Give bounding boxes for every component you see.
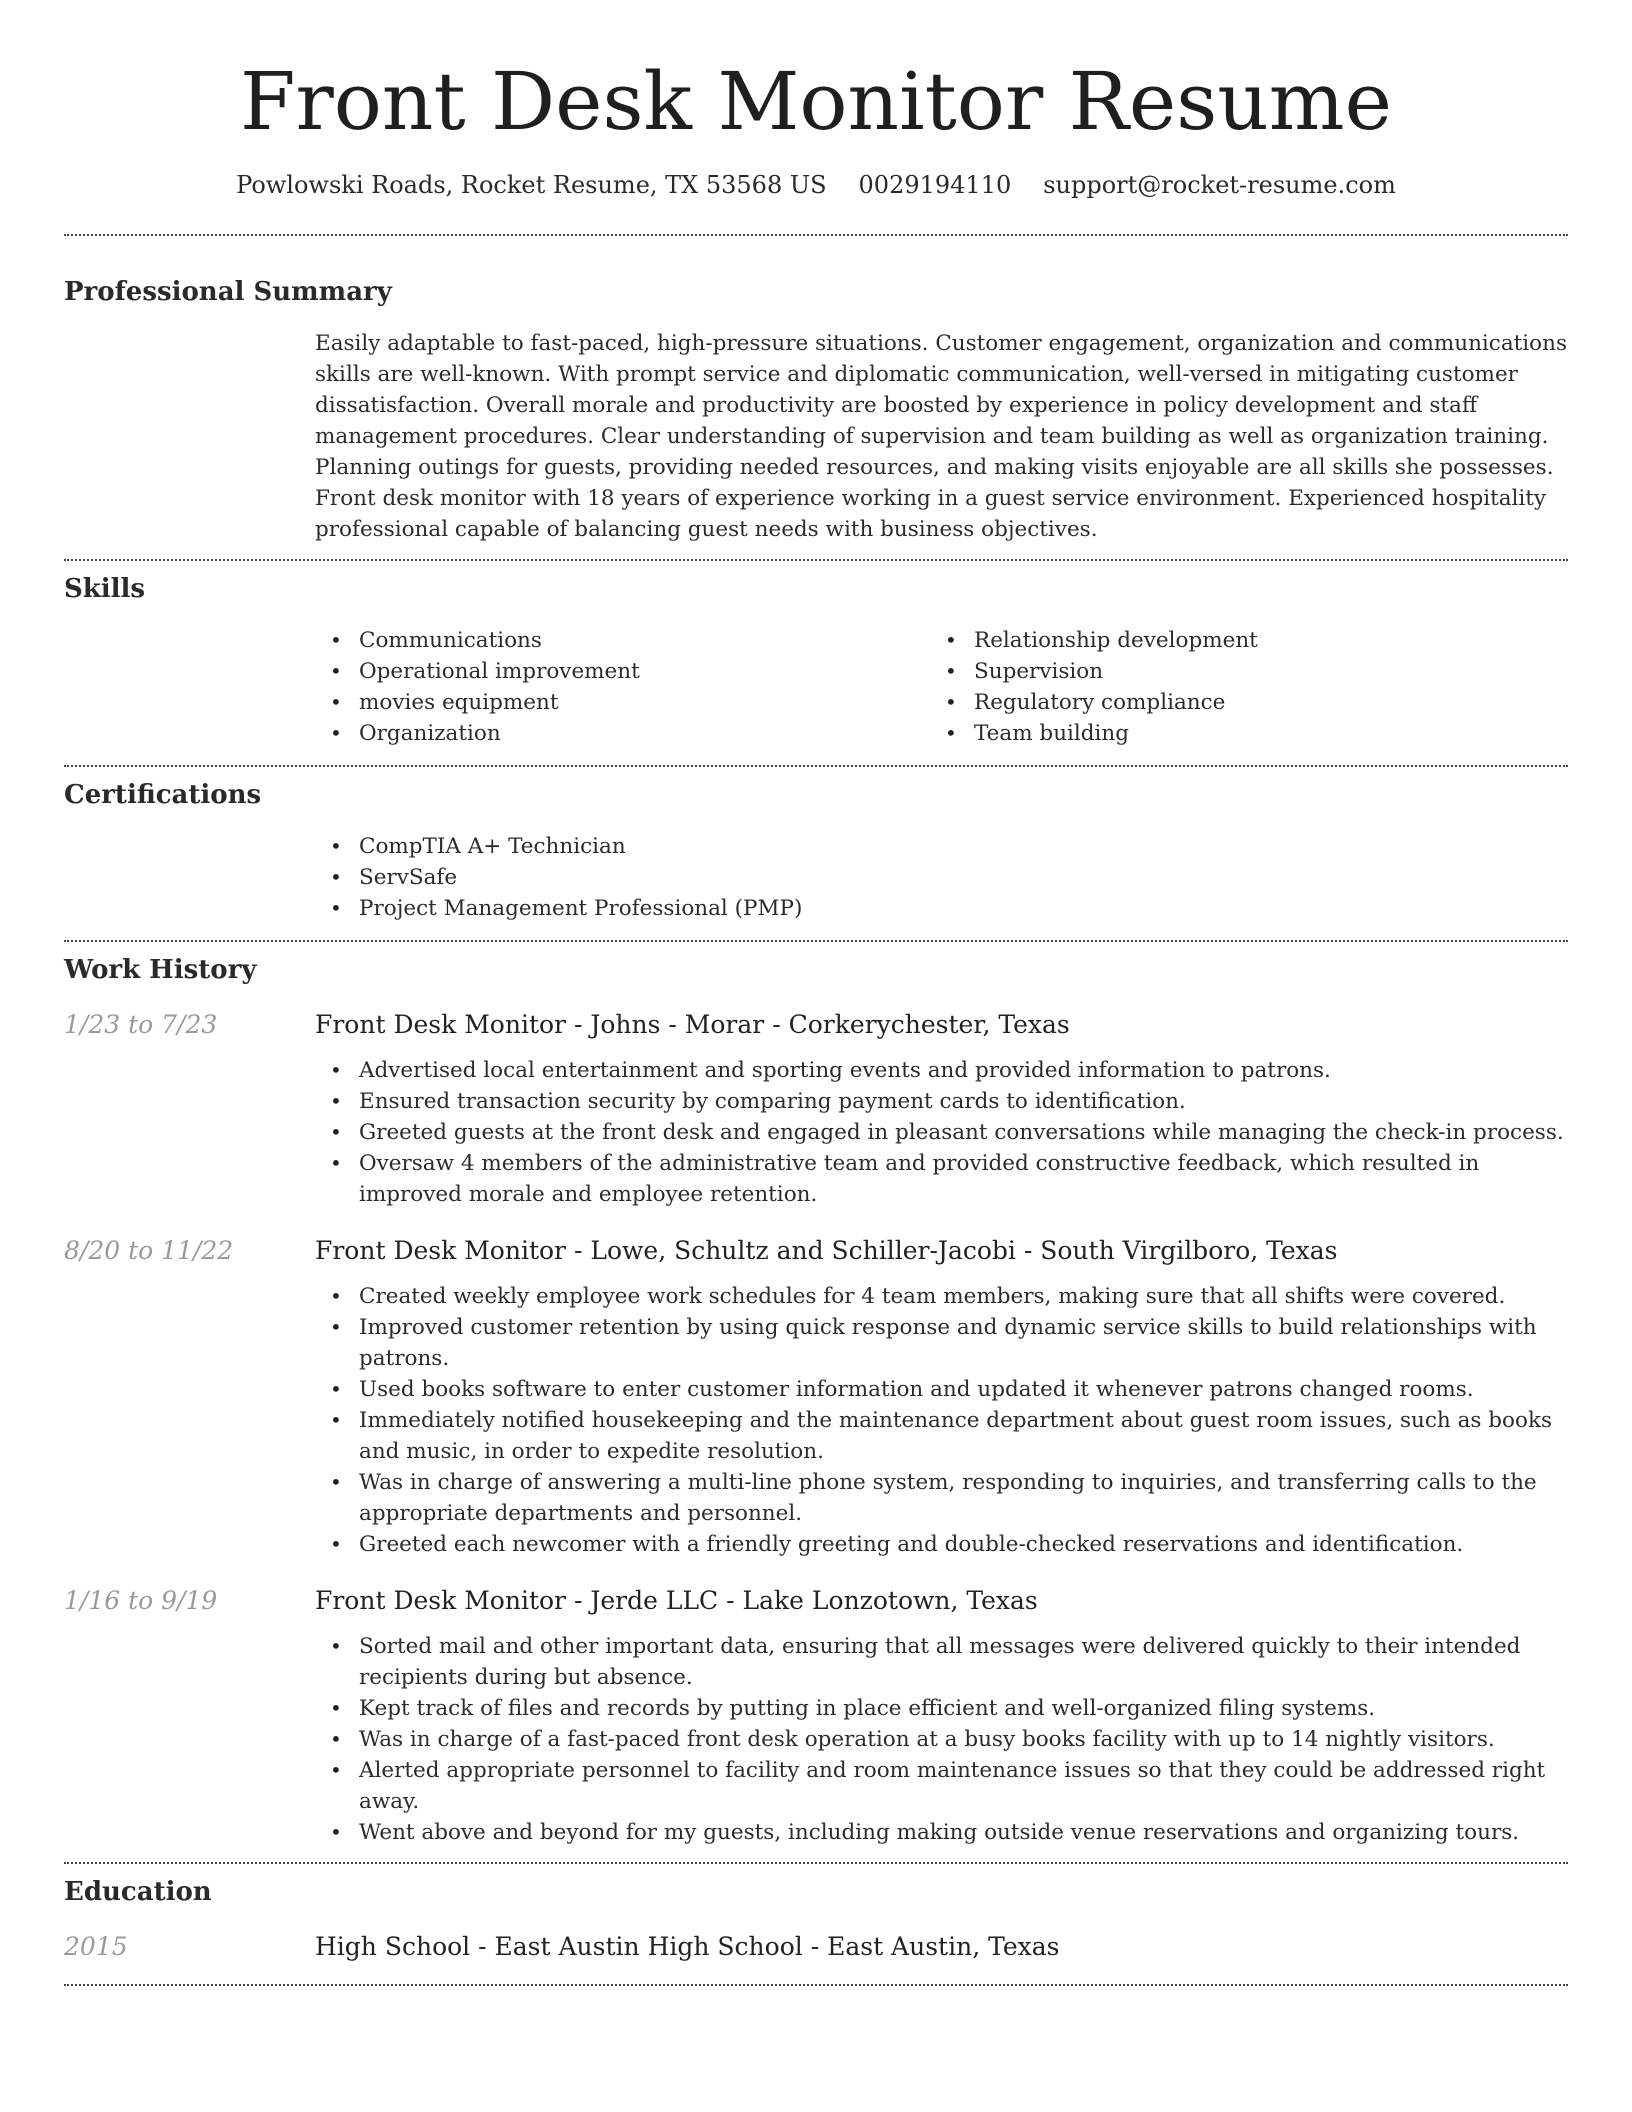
- skill-item: • movies equipment: [315, 687, 930, 718]
- skill-item: • Regulatory compliance: [930, 687, 1545, 718]
- skill-item: • Relationship development: [930, 625, 1545, 656]
- job-bullet: • Sorted mail and other important data, ensuring that all messages were delivered quickly to their intended recipients during but absence.: [315, 1631, 1568, 1693]
- job-dates: 1/23 to 7/23: [64, 1010, 218, 1039]
- section-title-work-history: Work History: [64, 955, 257, 985]
- divider: [64, 765, 1568, 767]
- skill-item: • Operational improvement: [315, 656, 930, 687]
- job-entry: [64, 1008, 1568, 1210]
- job-title: Front Desk Monitor - Jerde LLC - Lake Lonzotown, Texas: [315, 1586, 1038, 1615]
- certification-item: • CompTIA A+ Technician: [315, 831, 1568, 862]
- job-bullet: • Was in charge of a fast-paced front desk operation at a busy books facility with up to 14 nightly visitors.: [315, 1724, 1568, 1755]
- job-entry: [64, 1234, 1568, 1560]
- skill-item: • Organization: [315, 718, 930, 749]
- job-bullet: • Greeted each newcomer with a friendly greeting and double-checked reservations and identification.: [315, 1529, 1568, 1560]
- contact-phone: 0029194110: [858, 171, 1012, 199]
- contact-line: [64, 168, 1568, 202]
- job-bullet: • Immediately notified housekeeping and the maintenance department about guest room issues, such as books and music, in order to expedite resolution.: [315, 1405, 1568, 1467]
- job-header: [64, 1008, 1568, 1042]
- contact-email[interactable]: support@rocket-resume.com: [1043, 171, 1396, 199]
- skill-item: • Supervision: [930, 656, 1545, 687]
- certification-item: • ServSafe: [315, 862, 1568, 893]
- job-bullet: • Greeted guests at the front desk and engaged in pleasant conversations while managing the check-in process.: [315, 1117, 1568, 1148]
- education-header: [64, 1930, 1568, 1964]
- job-bullet: • Alerted appropriate personnel to facility and room maintenance issues so that they could be addressed right away.: [315, 1755, 1568, 1817]
- job-header: [64, 1234, 1568, 1268]
- skill-item: • Team building: [930, 718, 1545, 749]
- job-bullet: • Was in charge of answering a multi-line phone system, responding to inquiries, and transferring calls to the appropriate departments and personnel.: [315, 1467, 1568, 1529]
- divider: [64, 234, 1568, 236]
- job-title: Front Desk Monitor - Lowe, Schultz and Schiller-Jacobi - South Virgilboro, Texas: [315, 1236, 1338, 1265]
- page-title: Front Desk Monitor Resume: [240, 55, 1392, 148]
- job-bullet: • Went above and beyond for my guests, including making outside venue reservations and organizing tours.: [315, 1817, 1568, 1848]
- section-title-skills: Skills: [64, 574, 146, 604]
- job-bullet: • Advertised local entertainment and sporting events and provided information to patrons.: [315, 1055, 1568, 1086]
- resume-page: [64, 0, 1568, 1986]
- education-year: 2015: [64, 1932, 128, 1961]
- education-entry: [64, 1930, 1568, 1964]
- job-bullet: • Ensured transaction security by comparing payment cards to identification.: [315, 1086, 1568, 1117]
- divider: [64, 1862, 1568, 1864]
- certifications-list: [315, 831, 1568, 924]
- job-bullet: • Oversaw 4 members of the administrative team and provided constructive feedback, which resulted in improved morale and employee retention.: [315, 1148, 1568, 1210]
- education-title: High School - East Austin High School - East Austin, Texas: [315, 1932, 1060, 1961]
- job-bullet: • Kept track of files and records by putting in place efficient and well-organized filing systems.: [315, 1693, 1568, 1724]
- job-dates: 8/20 to 11/22: [64, 1236, 234, 1265]
- skills-column-right: [930, 625, 1545, 749]
- contact-address: Powlowski Roads, Rocket Resume, TX 53568 US: [236, 171, 827, 199]
- job-bullet: • Used books software to enter customer information and updated it whenever patrons changed rooms.: [315, 1374, 1568, 1405]
- summary-text: Easily adaptable to fast-paced, high-pressure situations. Customer engagement, organization and communications skills are well-known. With prompt service and diplomatic communication, well-versed in mitigating customer dissatisfaction. Overall morale and productivity are boosted by experience in policy development and staff management procedures. Clear understanding of supervision and team building as well as organization training. Planning outings for guests, providing needed resources, and making visits enjoyable are all skills she possesses. Front desk monitor with 18 years of experience working in a guest service environment. Experienced hospitality professional capable of balancing guest needs with business objectives.: [315, 331, 1567, 542]
- skills-column-left: [315, 625, 930, 749]
- job-entry: [64, 1584, 1568, 1848]
- section-title-summary: Professional Summary: [64, 277, 392, 307]
- skills-list: [315, 625, 1568, 749]
- job-bullet: • Created weekly employee work schedules for 4 team members, making sure that all shifts were covered.: [315, 1281, 1568, 1312]
- job-bullets: [315, 1631, 1568, 1848]
- section-title-education: Education: [64, 1877, 212, 1907]
- divider: [64, 1984, 1568, 1986]
- job-bullets: [315, 1281, 1568, 1560]
- skill-item: • Communications: [315, 625, 930, 656]
- certification-item: • Project Management Professional (PMP): [315, 893, 1568, 924]
- section-title-certifications: Certifications: [64, 780, 262, 810]
- divider: [64, 559, 1568, 561]
- job-dates: 1/16 to 9/19: [64, 1586, 218, 1615]
- job-header: [64, 1584, 1568, 1618]
- job-title: Front Desk Monitor - Johns - Morar - Corkerychester, Texas: [315, 1010, 1070, 1039]
- divider: [64, 940, 1568, 942]
- job-bullet: • Improved customer retention by using quick response and dynamic service skills to build relationships with patrons.: [315, 1312, 1568, 1374]
- job-bullets: [315, 1055, 1568, 1210]
